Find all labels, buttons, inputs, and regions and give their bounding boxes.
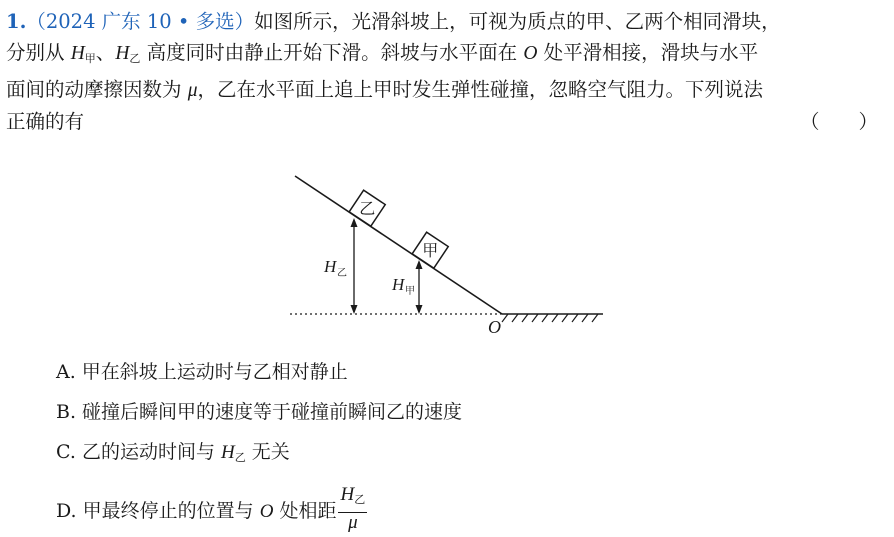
- option-c-height-subscript: 乙: [234, 451, 246, 464]
- answer-blank[interactable]: （ ）: [799, 110, 878, 133]
- incline-figure: [280, 172, 620, 342]
- option-b-text: B. 碰撞后瞬间甲的速度等于碰撞前瞬间乙的速度: [56, 401, 463, 423]
- option-c-height-symbol: H: [220, 442, 235, 463]
- stem-text-3a: 面间的动摩擦因数为: [6, 78, 188, 101]
- option-b[interactable]: [56, 398, 462, 426]
- fraction-numerator: $H_乙$: [338, 483, 367, 513]
- stem-text-4: 正确的有: [6, 110, 85, 133]
- option-c-text-a: C. 乙的运动时间与: [56, 441, 221, 463]
- height-subscript-jia: 甲: [84, 52, 96, 65]
- stem-text-3b: ，乙在水平面上追上甲时发生弹性碰撞，忽略空气阻力。下列说法: [197, 78, 764, 101]
- question-source: （2024 广东 10 • 多选）: [26, 10, 255, 33]
- height-jia-arrow: [416, 260, 423, 314]
- option-d-point-o: O: [259, 501, 274, 522]
- height-jia-label-h: H: [392, 275, 405, 294]
- block-jia-label: 甲: [422, 241, 439, 261]
- fraction-denominator: μ: [348, 512, 358, 533]
- stem-line-3: [6, 74, 886, 106]
- height-jia-label-sub: 甲: [405, 286, 415, 297]
- height-symbol: H: [70, 43, 85, 64]
- separator: 、: [95, 41, 116, 64]
- mu-symbol: μ: [187, 80, 198, 101]
- height-yi-label-h: H: [324, 257, 337, 276]
- stem-line-2: [6, 37, 886, 74]
- point-o-label: O: [488, 317, 501, 337]
- height-subscript-yi: 乙: [129, 52, 141, 65]
- stem-text-1: 如图所示，光滑斜坡上，可视为质点的甲、乙两个相同滑块，: [254, 10, 781, 33]
- block-jia: [412, 232, 448, 268]
- question-number: 1.: [6, 10, 27, 33]
- ground-hatching: [502, 314, 598, 322]
- height-symbol: H: [115, 43, 130, 64]
- option-c-text-b: 无关: [245, 441, 290, 463]
- option-a[interactable]: [56, 358, 348, 386]
- stem-text-2b: 高度同时由静止开始下滑。斜坡与水平面在: [140, 41, 524, 64]
- stem-line-1: [6, 6, 886, 37]
- option-d[interactable]: [56, 484, 367, 537]
- point-o-symbol: O: [523, 43, 538, 64]
- stem-line-4: [6, 106, 886, 137]
- stem-text-2c: 处平滑相接，滑块与水平: [537, 41, 759, 64]
- stem-text-2a: 分别从: [6, 41, 71, 64]
- option-d-text-a: D. 甲最终停止的位置与: [56, 500, 260, 522]
- option-c[interactable]: [56, 438, 290, 472]
- option-d-text-b: 处相距: [273, 500, 337, 522]
- option-a-text: A. 甲在斜坡上运动时与乙相对静止: [56, 361, 348, 383]
- question-stem: [6, 6, 886, 137]
- option-d-fraction: [338, 483, 367, 533]
- block-yi-label: 乙: [359, 199, 376, 219]
- height-yi-arrow: [351, 218, 358, 314]
- height-yi-label-sub: 乙: [337, 268, 347, 279]
